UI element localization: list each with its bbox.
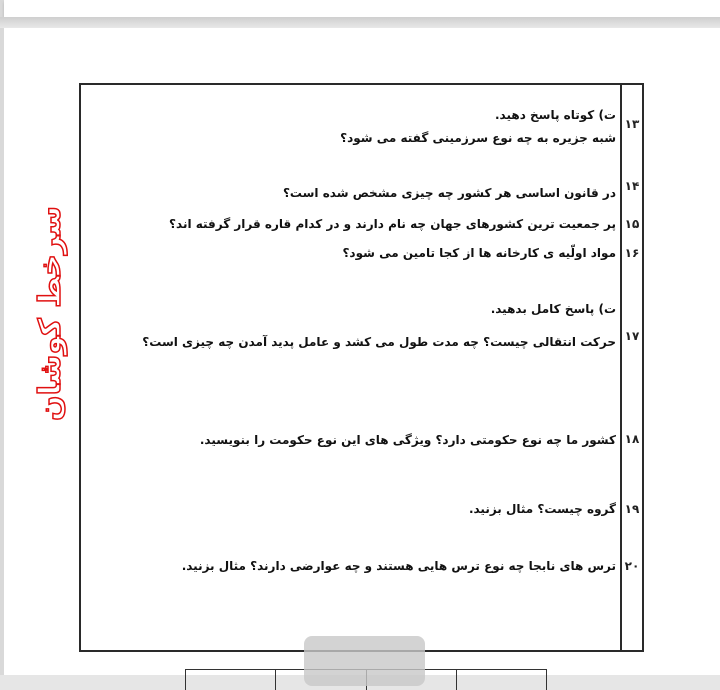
question-text: ترس های نابجا چه نوع ترس هایی هستند و چه عوارضی دارند؟ مثال بزنید. <box>181 559 616 573</box>
question-number: ۱۹ <box>624 502 640 516</box>
document-page <box>4 28 720 675</box>
question-number: ۱۵ <box>624 217 640 231</box>
question-number: ۱۷ <box>624 329 640 343</box>
question-text: کشور ما چه نوع حکومتی دارد؟ ویژگی های این نوع حکومت را بنویسید. <box>199 433 616 447</box>
section-heading-full-answer: ت) پاسخ کامل بدهید. <box>490 302 616 316</box>
watermark-text: سرخط کوشان <box>32 205 68 421</box>
question-text: در قانون اساسی هر کشور چه چیزی مشخص شده است؟ <box>282 186 616 200</box>
section-heading-short-answer: ت) کوتاه پاسخ دهید. <box>494 108 616 122</box>
question-number: ۱۳ <box>624 117 640 131</box>
questions-table <box>79 83 644 652</box>
question-text: شبه جزیره به چه نوع سرزمینی گفته می شود؟ <box>340 131 616 145</box>
question-number: ۱۴ <box>624 179 640 193</box>
question-number: ۲۰ <box>624 559 640 573</box>
table-cell <box>456 670 547 690</box>
table-cell <box>185 670 275 690</box>
question-number: ۱۶ <box>624 246 640 260</box>
question-text: گروه چیست؟ مثال بزنید. <box>468 502 616 516</box>
previous-page <box>4 0 720 17</box>
page-indicator-overlay <box>304 636 425 686</box>
page-gap <box>0 17 720 28</box>
question-text: حرکت انتقالی چیست؟ چه مدت طول می کشد و عامل پدید آمدن چه چیزی است؟ <box>142 335 616 349</box>
number-column <box>620 85 642 650</box>
question-text: پر جمعیت ترین کشورهای جهان چه نام دارند و در کدام قاره قرار گرفته اند؟ <box>169 217 616 231</box>
watermark <box>28 178 72 448</box>
question-text: مواد اولّیه ی کارخانه ها از کجا تامین می شود؟ <box>342 246 616 260</box>
question-number: ۱۸ <box>624 432 640 446</box>
